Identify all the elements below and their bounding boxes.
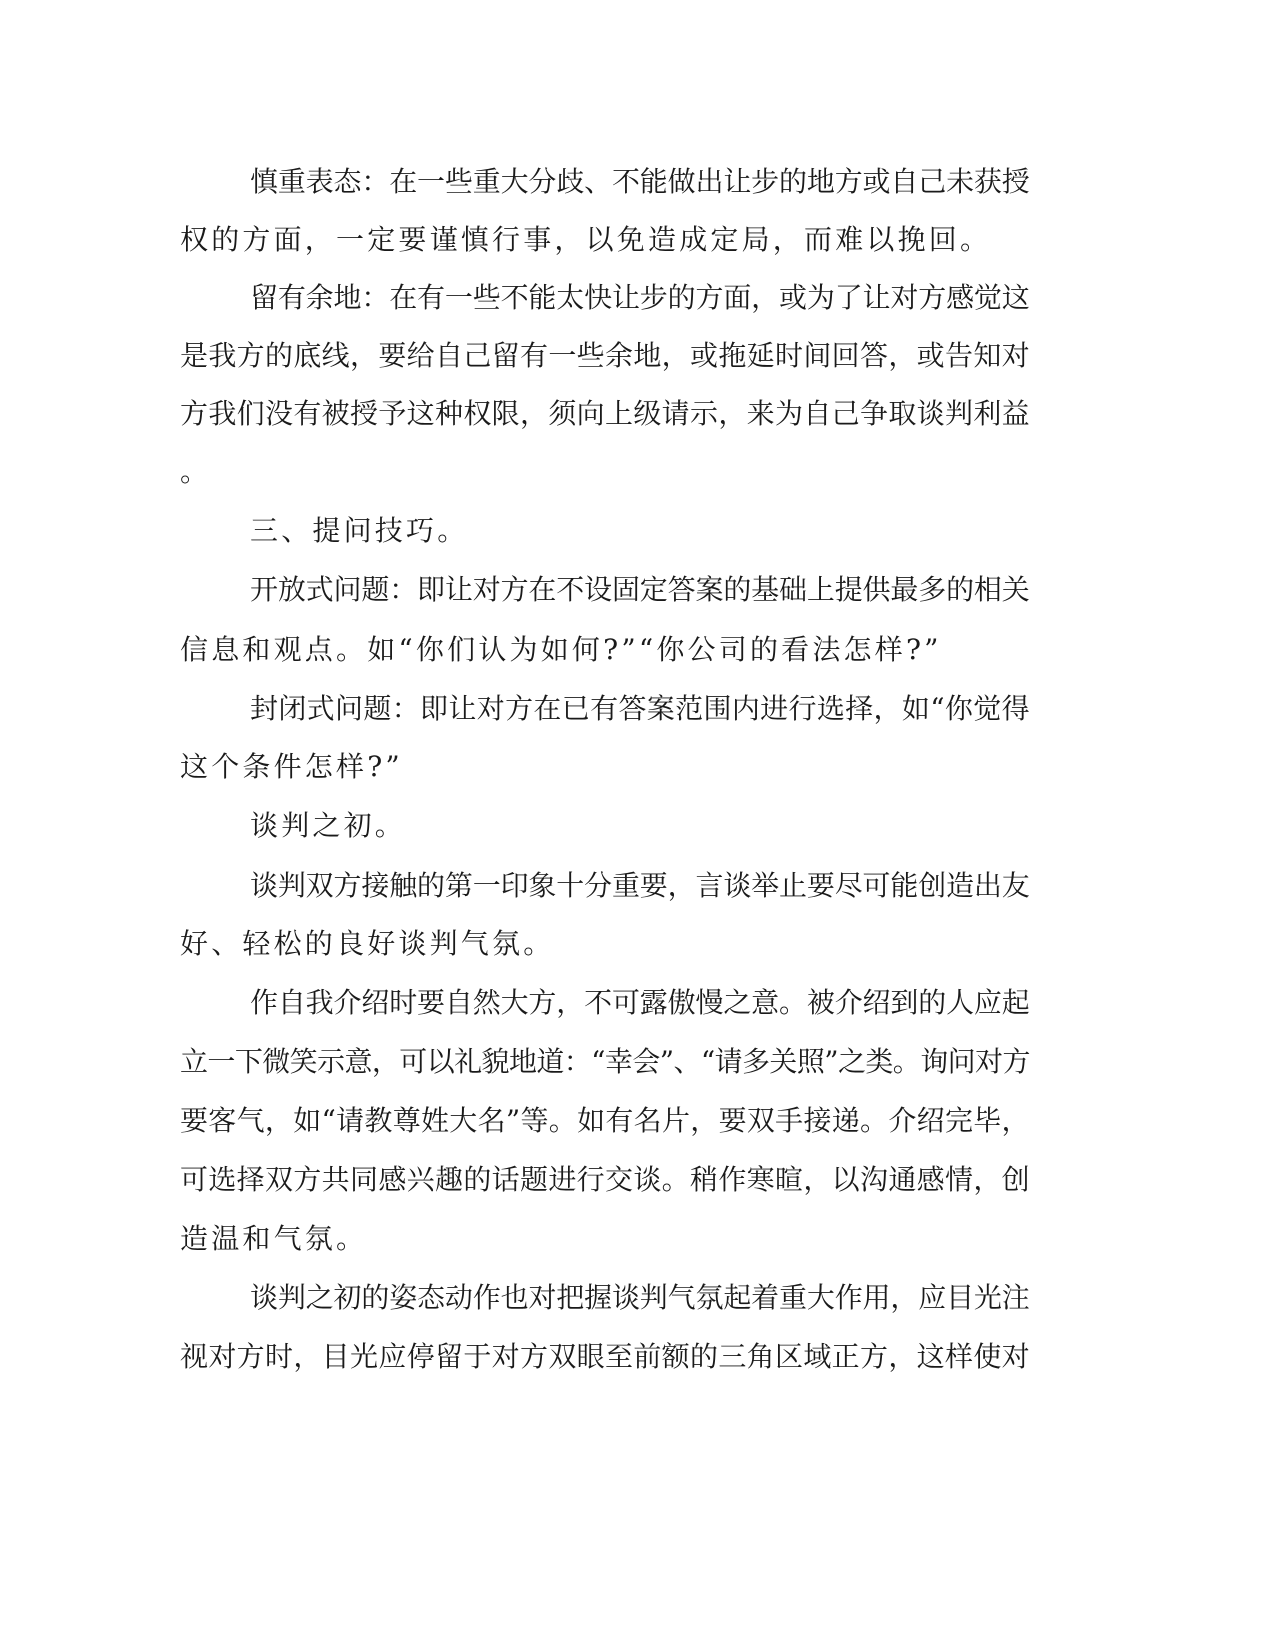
section-heading: 三、提问技巧。 [250, 514, 469, 547]
paragraph-line: 立一下微笑示意，可以礼貌地道：“幸会”、“请多关照”之类。询问对方 [180, 1045, 1030, 1078]
paragraph-line: 视对方时，目光应停留于对方双眼至前额的三角区域正方，这样使对 [180, 1340, 1031, 1373]
paragraph-line: 这个条件怎样?” [180, 750, 403, 783]
paragraph-line: 。 [180, 455, 212, 488]
paragraph-line: 好、轻松的良好谈判气氛。 [180, 927, 555, 960]
paragraph-line: 权的方面，一定要谨慎行事，以免造成定局，而难以挽回。 [180, 223, 992, 256]
paragraph-line: 谈判双方接触的第一印象十分重要，言谈举止要尽可能创造出友 [250, 869, 1030, 902]
paragraph-line: 作自我介绍时要自然大方，不可露傲慢之意。被介绍到的人应起 [250, 986, 1030, 1019]
paragraph-line: 是我方的底线，要给自己留有一些余地，或拖延时间回答，或告知对 [180, 339, 1031, 372]
paragraph-line: 封闭式问题：即让对方在已有答案范围内进行选择，如“你觉得 [250, 692, 1030, 725]
paragraph-line: 信息和观点。如“你们认为如何?”“你公司的看法怎样?” [180, 633, 942, 666]
paragraph-line: 留有余地：在有一些不能太快让步的方面，或为了让对方感觉这 [250, 281, 1030, 314]
paragraph-line: 谈判之初的姿态动作也对把握谈判气氛起着重大作用，应目光注 [250, 1281, 1030, 1314]
paragraph-line: 方我们没有被授予这种权限，须向上级请示，来为自己争取谈判利益 [180, 397, 1031, 430]
paragraph-line: 开放式问题：即让对方在不设固定答案的基础上提供最多的相关 [250, 573, 1030, 606]
paragraph-line: 慎重表态：在一些重大分歧、不能做出让步的地方或自己未获授 [250, 165, 1030, 198]
paragraph-line: 要客气，如“请教尊姓大名”等。如有名片，要双手接递。介绍完毕， [180, 1104, 1030, 1137]
paragraph-line: 造温和气氛。 [180, 1222, 368, 1255]
paragraph-line: 可选择双方共同感兴趣的话题进行交谈。稍作寒暄，以沟通感情，创 [180, 1163, 1031, 1196]
section-heading: 谈判之初。 [250, 809, 407, 842]
